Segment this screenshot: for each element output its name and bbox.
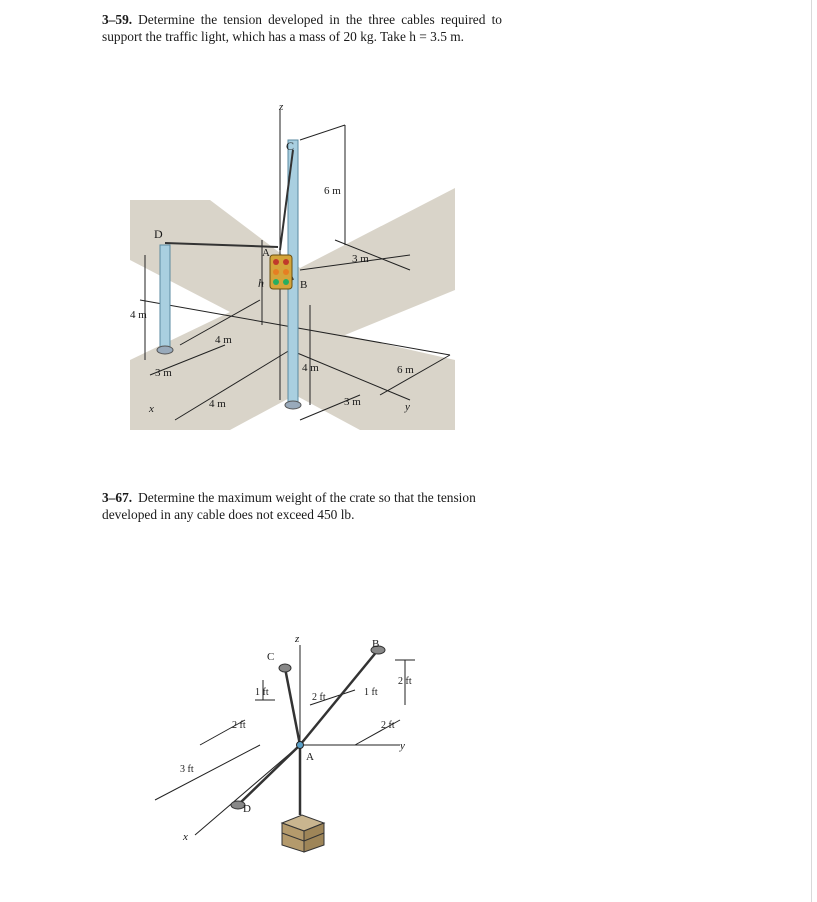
label-y: y — [405, 401, 410, 413]
label-x: x — [183, 831, 188, 843]
crate-figure — [150, 630, 430, 860]
label-z: z — [295, 633, 300, 645]
problem-number: 3–59. — [102, 12, 133, 27]
label-a: A — [306, 751, 314, 763]
label-x: x — [149, 403, 154, 415]
dim-6m-top: 6 m — [324, 185, 341, 197]
dim-1ft-left: 1 ft — [255, 687, 269, 698]
label-c: C — [267, 651, 275, 663]
label-z: z — [279, 101, 284, 113]
cables — [238, 650, 378, 815]
label-d: D — [243, 803, 251, 815]
dim-4m-bottom: 4 m — [209, 398, 226, 410]
problem-text: Determine the tension developed in the three cables required to support the traffic light, which has a mass of 20 kg. Take h = 3.5 m. — [102, 12, 502, 44]
label-a: A — [262, 247, 270, 259]
crate — [282, 815, 324, 852]
dim-4m-center: 4 m — [302, 362, 319, 374]
label-d: D — [154, 227, 163, 241]
anchor-c — [279, 664, 291, 672]
dim-4m-mid: 4 m — [215, 334, 232, 346]
dim-3m-left: 3 m — [155, 367, 172, 379]
label-c: C — [286, 139, 295, 153]
dim-3m-top: 3 m — [352, 253, 369, 265]
label-b: B — [372, 638, 380, 650]
label-h: h — [258, 276, 264, 290]
dim-6m-right: 6 m — [397, 364, 414, 376]
label-b: B — [300, 279, 308, 291]
ring-a — [297, 742, 304, 749]
page-edge-rule — [811, 0, 812, 902]
problem-3-59 — [102, 12, 502, 45]
problem-text: Determine the maximum weight of the crate so that the tension developed in any cable does not exceed 450 lb. — [102, 490, 476, 522]
problem-3-67 — [102, 490, 502, 523]
dim-2ft-right: 2 ft — [398, 676, 412, 687]
label-y: y — [400, 740, 405, 752]
dim-1ft-mid: 1 ft — [364, 687, 378, 698]
problem-number: 3–67. — [102, 490, 133, 505]
traffic-light-figure — [128, 95, 458, 435]
dim-2ft-mid: 2 ft — [312, 692, 326, 703]
traffic-light — [270, 255, 292, 289]
dim-4m-left: 4 m — [130, 309, 147, 321]
dim-3ft: 3 ft — [180, 764, 194, 775]
dim-2ft-leftlow: 2 ft — [232, 720, 246, 731]
dim-3m-bottom: 3 m — [344, 396, 361, 408]
dim-2ft-rightlow: 2 ft — [381, 720, 395, 731]
